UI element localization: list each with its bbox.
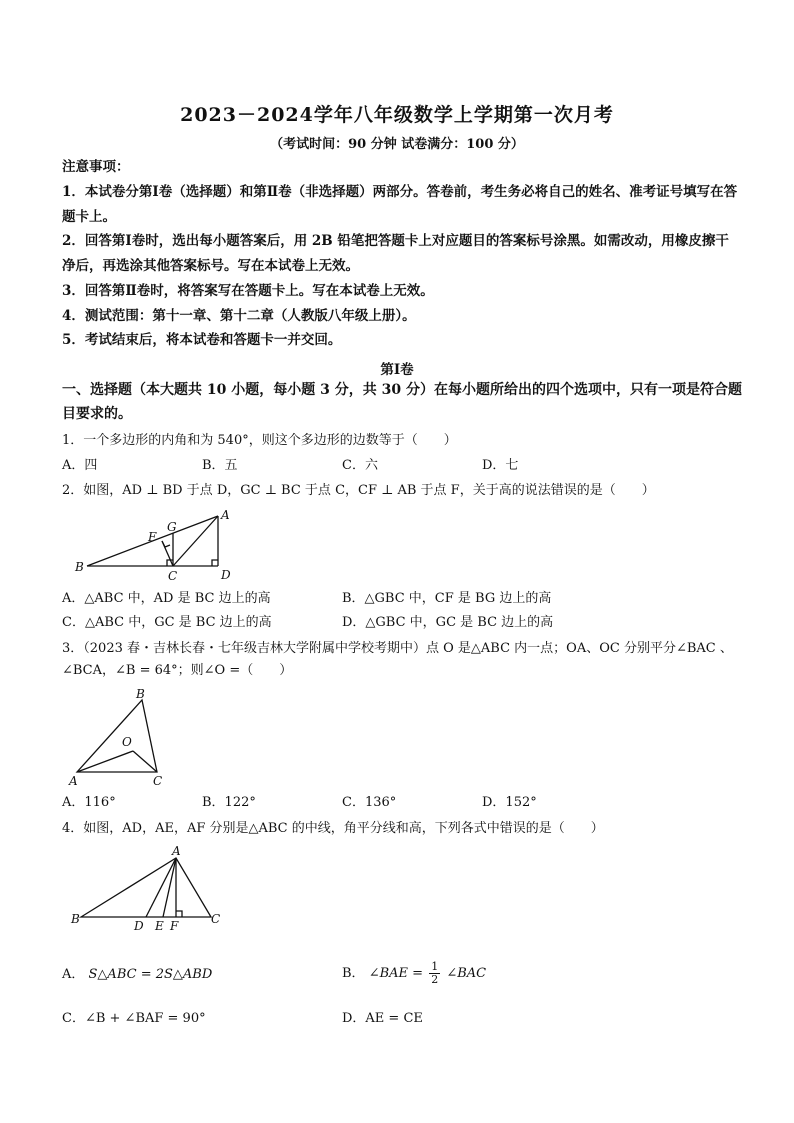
label-c: C bbox=[211, 912, 221, 926]
question-1-option-a: A．四 bbox=[62, 458, 98, 473]
question-4-figure bbox=[66, 845, 236, 935]
question-1-stem: 1．一个多边形的内角和为 540°，则这个多边形的边数等于（ ） bbox=[62, 433, 457, 448]
fraction-one-half bbox=[429, 961, 440, 986]
exam-title: 2023－2024学年八年级数学上学期第一次月考 bbox=[180, 104, 614, 126]
fraction-numerator: 1 bbox=[431, 960, 439, 973]
label-o: O bbox=[122, 735, 132, 749]
label-f: F bbox=[148, 530, 157, 544]
label-d: D bbox=[134, 919, 144, 933]
question-1-option-d: D．七 bbox=[482, 458, 519, 473]
question-2-option-d: D．△GBC 中，GC 是 BC 边上的高 bbox=[342, 615, 554, 630]
option-a-expression: S△ABC = 2S△ABD bbox=[88, 967, 213, 982]
segment-ca bbox=[173, 516, 218, 566]
question-3-option-a: A．116° bbox=[62, 795, 116, 810]
notes-heading: 注意事项： bbox=[62, 159, 130, 175]
label-f: F bbox=[170, 919, 179, 933]
question-4-option-c: C．∠B + ∠BAF = 90° bbox=[62, 1011, 206, 1026]
question-4-option-a bbox=[62, 965, 212, 985]
note-item-2: 2．回答第Ⅰ卷时，选出每小题答案后，用 2B 铅笔把答题卡上对应题目的答案标号涂黑。如需改动，用橡皮擦干净后，再选涂其他答案标号。写在本试卷上无效。 bbox=[62, 233, 729, 274]
triangle-abc bbox=[81, 858, 211, 917]
question-4-stem: 4．如图，AD，AE，AF 分别是△ABC 的中线，角平分线和高，下列各式中错误的是（ ） bbox=[62, 821, 604, 836]
question-3-option-d: D．152° bbox=[482, 795, 537, 810]
part-one-heading: 第Ⅰ卷 bbox=[380, 362, 414, 378]
note-item-5: 5．考试结束后，将本试卷和答题卡一并交回。 bbox=[62, 332, 342, 348]
section-heading: 一、选择题（本大题共 10 小题，每小题 3 分，共 30 分）在每小题所给出的四个选项中，只有一项是符合题目要求的。 bbox=[62, 382, 742, 422]
fraction-denominator: 2 bbox=[431, 973, 439, 986]
question-1-option-c: C．六 bbox=[342, 458, 378, 473]
question-2-stem: 2．如图，AD ⊥ BD 于点 D，GC ⊥ BC 于点 C，CF ⊥ AB 于点 F，关于高的说法错误的是（ ） bbox=[62, 483, 655, 498]
question-3-stem: 3．（2023 春・吉林长春・七年级吉林大学附属中学校考期中）点 O 是△ABC 内一点；OA、OC 分别平分∠BAC 、∠BCA，∠B = 64°；则∠O =（ ） bbox=[62, 641, 733, 678]
option-b-expression-right: ∠BAC bbox=[446, 966, 487, 981]
label-a: A bbox=[221, 508, 230, 522]
label-a: A bbox=[172, 845, 181, 858]
label-c: C bbox=[153, 774, 163, 788]
question-3-option-c: C．136° bbox=[342, 795, 397, 810]
label-b: B bbox=[71, 912, 80, 926]
option-a-label: A． bbox=[62, 967, 85, 982]
right-angle-d bbox=[212, 560, 218, 566]
question-3-figure bbox=[62, 686, 182, 790]
right-angle-f bbox=[176, 911, 182, 917]
exam-subtitle: （考试时间：90 分钟 试卷满分：100 分） bbox=[270, 137, 524, 152]
question-2-option-b: B．△GBC 中，CF 是 BG 边上的高 bbox=[342, 591, 552, 606]
question-2-option-a: A．△ABC 中，AD 是 BC 边上的高 bbox=[62, 591, 271, 606]
label-b: B bbox=[75, 560, 84, 574]
option-b-label: B． bbox=[342, 966, 365, 981]
question-2-option-c: C．△ABC 中，GC 是 BC 边上的高 bbox=[62, 615, 272, 630]
label-a: A bbox=[69, 774, 78, 788]
label-e: E bbox=[155, 919, 164, 933]
question-2-figure bbox=[70, 505, 240, 585]
label-b: B bbox=[136, 687, 145, 701]
question-1-option-b: B．五 bbox=[202, 458, 238, 473]
option-b-expression-left: ∠BAE = bbox=[368, 966, 424, 981]
question-4-option-d: D．AE = CE bbox=[342, 1011, 423, 1026]
label-c: C bbox=[168, 569, 178, 583]
label-g: G bbox=[167, 520, 177, 534]
label-d: D bbox=[221, 568, 231, 582]
note-item-1: 1．本试卷分第Ⅰ卷（选择题）和第Ⅱ卷（非选择题）两部分。答卷前，考生务必将自己的姓名、准考证号填写在答题卡上。 bbox=[62, 184, 738, 225]
note-item-3: 3．回答第Ⅱ卷时，将答案写在答题卡上。写在本试卷上无效。 bbox=[62, 283, 434, 299]
right-angle-f bbox=[162, 541, 170, 547]
note-item-4: 4．测试范围：第十一章、第十二章（人教版八年级上册）。 bbox=[62, 308, 416, 324]
question-4-option-b bbox=[342, 959, 486, 989]
segment-ao bbox=[77, 751, 133, 772]
question-3-option-b: B．122° bbox=[202, 795, 256, 810]
segment-ae bbox=[163, 858, 176, 917]
